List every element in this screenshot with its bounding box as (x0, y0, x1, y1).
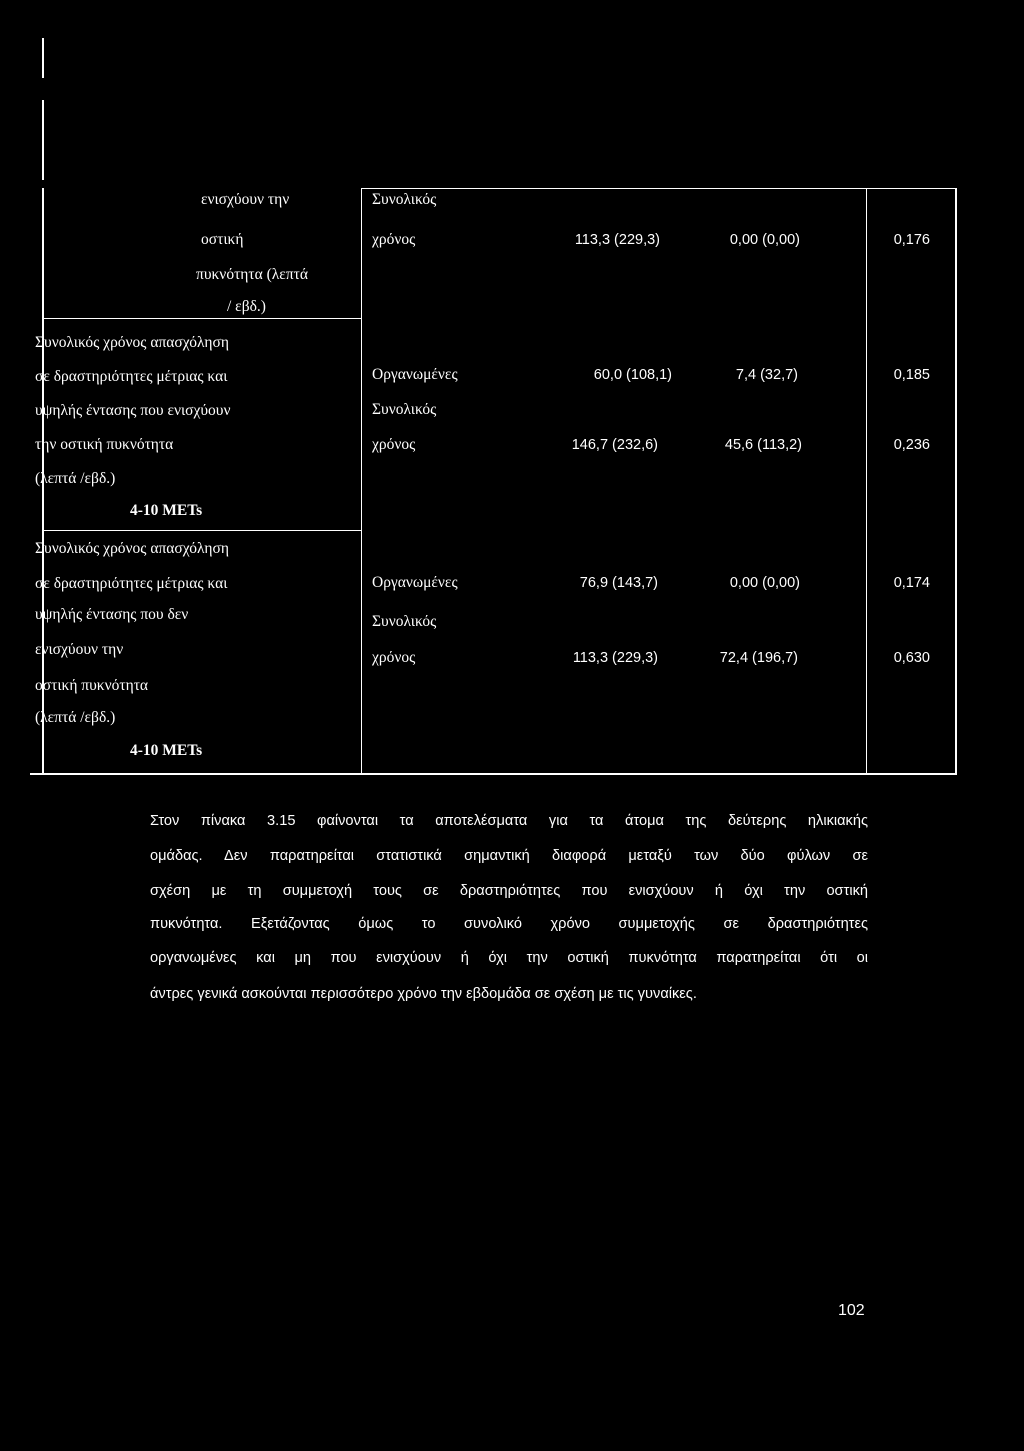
row1-category-line: / εβδ.) (227, 298, 266, 315)
group3-total-c4: 72,4 (196,7) (719, 650, 798, 666)
column-divider-1 (361, 188, 362, 775)
row-divider-1 (42, 318, 362, 319)
page-number: 102 (838, 1302, 865, 1319)
row1-category-line: οστική (201, 231, 244, 248)
row1-value-c4: 0,00 (0,00) (729, 232, 800, 248)
margin-mark-top (42, 38, 44, 78)
group3-category-line: ενισχύουν την (35, 641, 124, 658)
group3-total-c3: 113,3 (229,3) (572, 650, 658, 666)
group3-mets-label: 4-10 METs (130, 742, 203, 759)
group2-category-line: Συνολικός χρόνος απασχόληση (35, 334, 229, 351)
group3-organized-c3: 76,9 (143,7) (579, 575, 658, 591)
paragraph-line: σχέση με τη συμμετοχή τους σε δραστηριότητες που ενισχύουν ή όχι την οστική (150, 883, 868, 899)
group3-category-line: υψηλής έντασης που δεν (35, 606, 189, 623)
group3-category-line: (λεπτά /εβδ.) (35, 709, 116, 726)
paragraph-line: ομάδας. Δεν παρατηρείται στατιστικά σημαντική διαφορά μεταξύ των δύο φύλων σε (150, 848, 868, 864)
group3-category-line: οστική πυκνότητα (35, 677, 149, 694)
table-right-border (955, 188, 957, 775)
group3-total-label-line: χρόνος (372, 649, 416, 666)
group3-organized-c4: 0,00 (0,00) (729, 575, 800, 591)
group2-total-label-line: Συνολικός (372, 401, 437, 418)
group2-total-c4: 45,6 (113,2) (724, 437, 802, 453)
paragraph-line: Στον πίνακα 3.15 φαίνονται τα αποτελέσματα για τα άτομα της δεύτερης ηλικιακής (150, 813, 868, 829)
group2-total-label-line: χρόνος (372, 436, 416, 453)
row1-label-line: χρόνος (372, 231, 416, 248)
group2-organized-c4: 7,4 (32,7) (735, 367, 798, 383)
row1-category-line: πυκνότητα (λεπτά (196, 266, 308, 283)
group2-mets-label: 4-10 METs (130, 502, 203, 519)
group3-organized-label: Οργανωμένες (372, 574, 458, 591)
group3-total-label-line: Συνολικός (372, 613, 437, 630)
table-bottom-border (30, 773, 956, 775)
paragraph-line: οργανωμένες και μη που ενισχύουν ή όχι την οστική πυκνότητα παρατηρείται ότι οι (150, 950, 868, 966)
group2-category-line: την οστική πυκνότητα (35, 436, 174, 453)
paragraph-line: πυκνότητα. Εξετάζοντας όμως το συνολικό χρόνο συμμετοχής σε δραστηριότητες (150, 916, 868, 932)
group3-category-line: σε δραστηριότητες μέτριας και (35, 575, 228, 592)
group2-organized-c3: 60,0 (108,1) (593, 367, 672, 383)
group2-total-c3: 146,7 (232,6) (571, 437, 658, 453)
group2-category-line: (λεπτά /εβδ.) (35, 470, 116, 487)
paragraph-line: άντρες γενικά ασκούνται περισσότερο χρόνο την εβδομάδα σε σχέση με τις γυναίκες. (150, 986, 697, 1002)
body-paragraph (150, 810, 868, 1010)
row1-label-line: Συνολικός (372, 191, 437, 208)
row1-value-c3: 113,3 (229,3) (574, 232, 660, 248)
group3-organized-c5: 0,174 (893, 575, 930, 591)
group2-organized-c5: 0,185 (893, 367, 930, 383)
group2-organized-label: Οργανωμένες (372, 366, 458, 383)
group3-total-c5: 0,630 (893, 650, 930, 666)
group3-category-line: Συνολικός χρόνος απασχόληση (35, 540, 229, 557)
group2-category-line: υψηλής έντασης που ενισχύουν (35, 402, 231, 419)
row1-category-line: ενισχύουν την (201, 191, 290, 208)
group2-total-c5: 0,236 (893, 437, 930, 453)
column-divider-2 (866, 188, 867, 775)
group2-category-line: σε δραστηριότητες μέτριας και (35, 368, 228, 385)
row-divider-2 (42, 530, 362, 531)
row1-value-c5: 0,176 (893, 232, 930, 248)
margin-mark-middle (42, 100, 44, 180)
